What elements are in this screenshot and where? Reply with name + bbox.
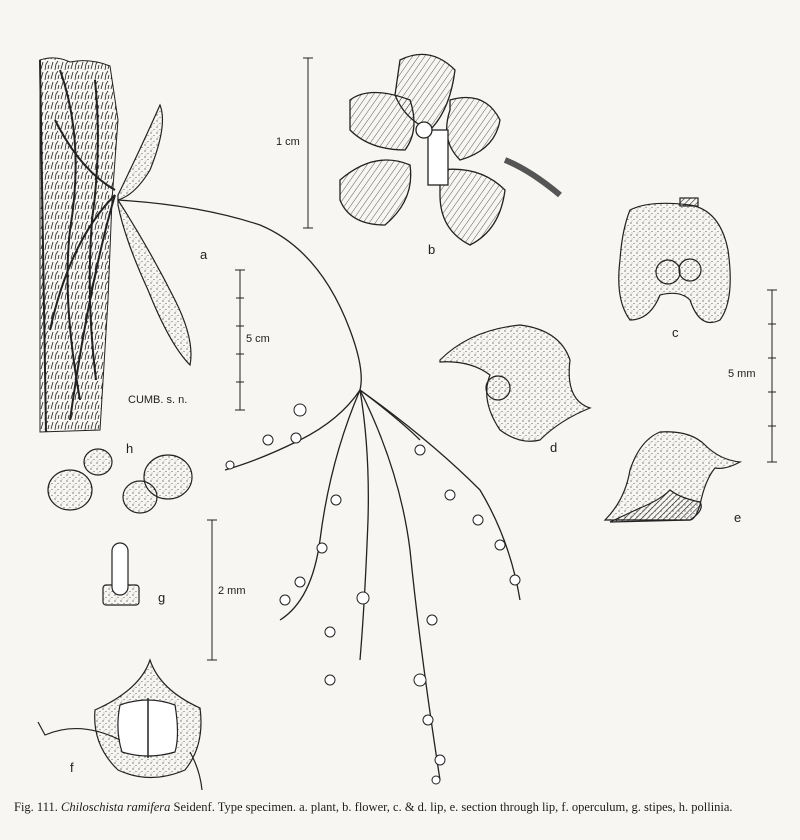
pollinia-h <box>48 449 192 513</box>
label-c: c <box>672 325 679 340</box>
small-flowers <box>226 404 520 784</box>
label-g: g <box>158 590 166 605</box>
caption-text: Seidenf. Type specimen. a. plant, b. flower, c. & d. lip, e. section through lip, f. operculum, g. stipes, h. pollinia. <box>173 800 733 814</box>
scale-label-5mm: 5 mm <box>728 368 756 380</box>
scale-label-1cm: 1 cm <box>276 136 300 148</box>
scale-label-5cm: 5 cm <box>246 333 270 345</box>
lip-section-e <box>605 432 740 522</box>
lip-c <box>619 198 730 323</box>
leaves <box>118 105 191 365</box>
label-h: h <box>126 441 134 456</box>
caption-species: Chiloschista ramifera <box>61 800 171 814</box>
bark-substrate <box>40 58 118 432</box>
specimen-note: CUMB. s. n. <box>128 394 188 406</box>
flower-b <box>340 54 560 245</box>
label-d: d <box>550 440 558 455</box>
scale-label-2mm: 2 mm <box>218 585 246 597</box>
stipes-g <box>103 543 139 605</box>
caption-fig: Fig. 111. <box>14 800 58 814</box>
lip-d <box>440 325 590 441</box>
label-a: a <box>200 247 208 262</box>
label-b: b <box>428 242 436 257</box>
label-e: e <box>734 510 742 525</box>
operculum-f <box>38 660 202 790</box>
label-f: f <box>70 760 74 775</box>
figure-caption <box>14 800 790 815</box>
